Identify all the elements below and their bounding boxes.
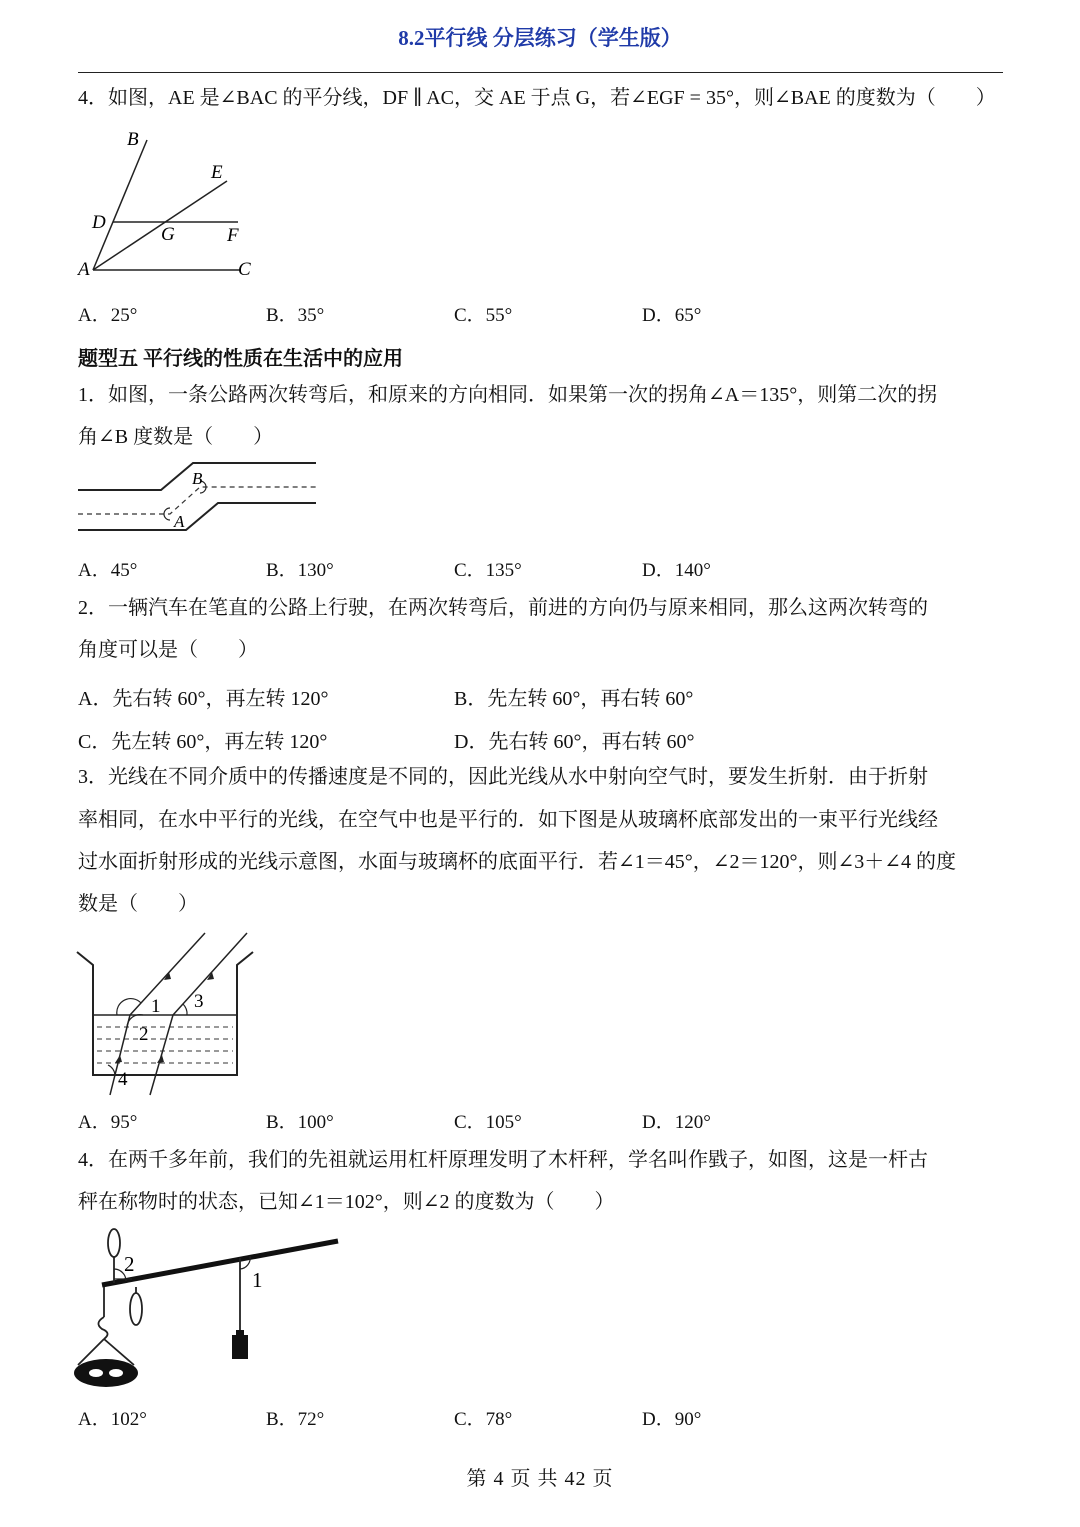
p2-line1: 2．一辆汽车在笔直的公路上行驶，在两次转弯后，前进的方向仍与原来相同，那么这两次转弯的 xyxy=(78,597,928,619)
p3-line1: 3．光线在不同介质中的传播速度是不同的，因此光线从水中射向空气时，要发生折射．由于折射 xyxy=(78,766,928,788)
option-c[interactable]: C．78° xyxy=(454,1409,513,1430)
option-c[interactable]: C．105° xyxy=(454,1112,522,1133)
option-b[interactable]: B．先左转 60°，再右转 60° xyxy=(454,688,694,710)
road-edge-bottom xyxy=(78,503,316,530)
glass-figure xyxy=(75,925,255,1095)
option-b[interactable]: B．130° xyxy=(266,560,334,581)
steelyard-beam xyxy=(102,1241,338,1285)
p4-line1: 4．在两千多年前，我们的先祖就运用杠杆原理发明了木杆秤，学名叫作戥子，如图，这是一杆古 xyxy=(78,1149,928,1171)
option-c[interactable]: C．55° xyxy=(454,305,513,326)
label-2: 2 xyxy=(139,1024,149,1045)
p2-options-row2 xyxy=(78,725,838,753)
option-c[interactable]: C．先左转 60°，再左转 120° xyxy=(78,731,328,753)
label-a: A xyxy=(174,512,185,531)
road-centerline xyxy=(78,487,316,514)
option-d[interactable]: D．140° xyxy=(642,560,711,581)
pan-hole-left xyxy=(89,1369,103,1377)
pan-hole-right xyxy=(109,1369,123,1377)
option-a[interactable]: A．先右转 60°，再左转 120° xyxy=(78,688,329,710)
option-d[interactable]: D．65° xyxy=(642,305,702,326)
page-number: 第 4 页 共 42 页 xyxy=(466,1468,614,1490)
glass-outline xyxy=(77,952,253,1075)
label-g: G xyxy=(161,224,175,245)
label-b: B xyxy=(192,469,203,488)
p2-options-row1 xyxy=(78,682,838,710)
weighing-pan xyxy=(74,1359,138,1387)
label-e: E xyxy=(211,162,223,183)
p4-options xyxy=(78,1404,838,1428)
label-b: B xyxy=(127,129,139,150)
line-ae xyxy=(93,181,227,270)
label-4: 4 xyxy=(118,1069,128,1090)
option-a[interactable]: A．95° xyxy=(78,1112,138,1133)
q4a-figure xyxy=(70,125,270,285)
option-b[interactable]: B．72° xyxy=(266,1409,325,1430)
option-d[interactable]: D．90° xyxy=(642,1409,702,1430)
line-ab xyxy=(93,140,147,270)
label-c: C xyxy=(238,259,251,280)
option-d[interactable]: D．先右转 60°，再右转 60° xyxy=(454,731,695,753)
q4a-options xyxy=(78,300,838,324)
ray-2-air xyxy=(173,933,247,1015)
option-d[interactable]: D．120° xyxy=(642,1112,711,1133)
p3-line3: 过水面折射形成的光线示意图，水面与玻璃杯的底面平行．若∠1＝45°，∠2＝120°，则∠3＋∠4 的度 xyxy=(78,851,957,873)
hook xyxy=(98,1317,107,1339)
top-loop xyxy=(108,1229,120,1257)
option-a[interactable]: A．25° xyxy=(78,305,138,326)
side-loop xyxy=(130,1293,142,1325)
option-b[interactable]: B．100° xyxy=(266,1112,334,1133)
q4a-text: 4．如图，AE 是∠BAC 的平分线，DF ∥ AC，交 AE 于点 G，若∠EGF = 35°，则∠BAE 的度数为（ ） xyxy=(78,87,996,109)
angle-4-arc xyxy=(108,1065,115,1075)
label-3: 3 xyxy=(194,991,204,1012)
p4-line2: 秤在称物时的状态，已知∠1＝102°，则∠2 的度数为（ ） xyxy=(78,1191,615,1213)
option-a[interactable]: A．102° xyxy=(78,1409,147,1430)
p3-line4: 数是（ ） xyxy=(78,893,198,915)
p2-line2: 角度可以是（ ） xyxy=(78,639,258,661)
p1-line1: 1．如图，一条公路两次转弯后，和原来的方向相同．如果第一次的拐角∠A＝135°，则第二次的拐 xyxy=(78,384,938,406)
angle-3-arc xyxy=(183,1004,187,1015)
road-figure xyxy=(78,458,318,533)
steelyard-figure xyxy=(72,1225,342,1395)
option-b[interactable]: B．35° xyxy=(266,305,325,326)
page-header-title: 8.2平行线 分层练习（学生版） xyxy=(398,26,682,50)
p1-options xyxy=(78,555,838,579)
option-a[interactable]: A．45° xyxy=(78,560,138,581)
option-c[interactable]: C．135° xyxy=(454,560,522,581)
label-a: A xyxy=(78,259,90,280)
label-f: F xyxy=(227,225,239,246)
label-d: D xyxy=(92,212,106,233)
label-1: 1 xyxy=(252,1268,263,1292)
counterweight xyxy=(232,1335,248,1359)
label-2: 2 xyxy=(124,1252,135,1276)
section-title: 题型五 平行线的性质在生活中的应用 xyxy=(78,348,403,370)
p1-line2: 角∠B 度数是（ ） xyxy=(78,426,274,448)
p3-line2: 率相同，在水中平行的光线，在空气中也是平行的．如下图是从玻璃杯底部发出的一束平行光线经 xyxy=(78,809,938,831)
p3-options xyxy=(78,1107,838,1131)
header-divider xyxy=(78,72,1003,73)
label-1: 1 xyxy=(151,996,161,1017)
